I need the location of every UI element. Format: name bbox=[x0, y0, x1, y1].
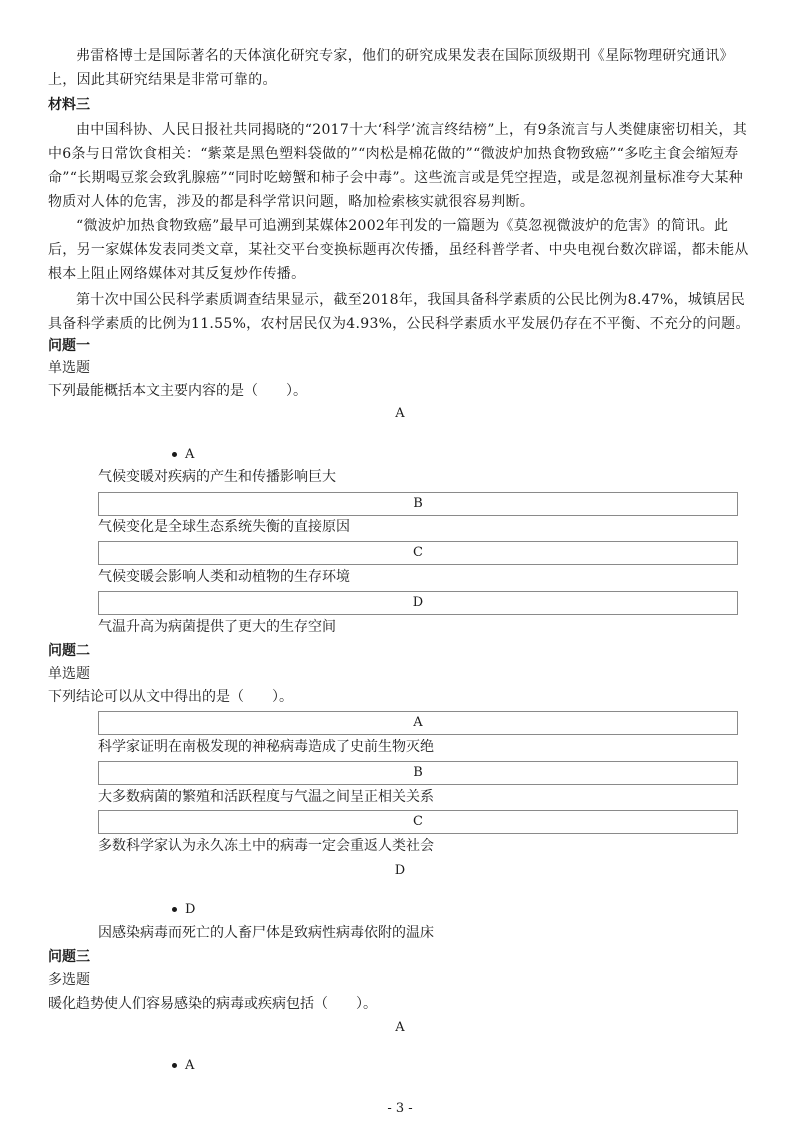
q1-option-c-box[interactable]: C bbox=[98, 541, 738, 565]
q2-heading: 问题二 bbox=[48, 643, 90, 659]
q1-option-a-bullet-label: A bbox=[185, 447, 195, 462]
q3-stem: 暖化趋势使人们容易感染的病毒或疾病包括（ ）。 bbox=[48, 996, 377, 1012]
q3-option-a-bullet-label: A bbox=[185, 1058, 195, 1073]
paragraph-2: 由中国科协、人民日报社共同揭晓的“2017十大‘科学’流言终结榜”上，有9条流言与人类健康密切相关，其中6条与日常饮食相关：“紫菜是黑色塑料袋做的”“肉松是棉花做的”“微波炉加热食物致癌”“多吃主食会缩短寿命”“长期喝豆浆会致乳腺癌”“同时吃螃蟹和柿子会中毒”。这些流言或是凭空捏造，或是忽视剂量标准夸大某种物质对人体的危害，涉及的都是科学常识问题，略加检索核实就很容易判断。 bbox=[48, 122, 748, 210]
page-number: - 3 - bbox=[387, 1101, 413, 1116]
q3-option-a-label: A bbox=[395, 1020, 405, 1035]
q2-option-d-radio[interactable] bbox=[172, 901, 195, 919]
q3-type: 多选题 bbox=[48, 972, 90, 988]
q1-option-a-radio[interactable] bbox=[172, 446, 194, 464]
q2-option-c-text: 多数科学家认为永久冻土中的病毒一定会重返人类社会 bbox=[98, 838, 434, 854]
bullet-icon bbox=[172, 1063, 177, 1068]
q2-stem: 下列结论可以从文中得出的是（ ）。 bbox=[48, 689, 293, 705]
paragraph-4: 第十次中国公民科学素质调查结果显示，截至2018年，我国具备科学素质的公民比例为8.47%，城镇居民具备科学素质的比例为11.55%，农村居民仅为4.93%，公民科学素质水平发展仍存在不平衡、不充分的问题。 bbox=[48, 292, 750, 332]
q2-option-b-text: 大多数病菌的繁殖和活跃程度与气温之间呈正相关关系 bbox=[98, 789, 434, 805]
q3-heading: 问题三 bbox=[48, 949, 90, 965]
q1-option-a-label: A bbox=[395, 406, 405, 421]
q1-option-d-box[interactable]: D bbox=[98, 591, 738, 615]
q2-option-b-box[interactable]: B bbox=[98, 761, 738, 785]
q1-stem: 下列最能概括本文主要内容的是（ ）。 bbox=[48, 383, 307, 399]
paragraph-3: “微波炉加热食物致癌”最早可追溯到某媒体2002年刊发的一篇题为《莫忽视微波炉的危害》的简讯。此后，另一家媒体发表同类文章，某社交平台变换标题再次传播，虽经科普学者、中央电视台数次辟谣，都未能从根本上阻止网络媒体对其反复炒作传播。 bbox=[48, 218, 749, 282]
q1-option-a-text: 气候变暖对疾病的产生和传播影响巨大 bbox=[98, 469, 336, 485]
paragraph-1: 弗雷格博士是国际著名的天体演化研究专家，他们的研究成果发表在国际顶级期刊《星际物理研究通讯》上，因此其研究结果是非常可靠的。 bbox=[48, 48, 734, 88]
q1-option-d-text: 气温升高为病菌提供了更大的生存空间 bbox=[98, 619, 336, 635]
q2-option-d-label: D bbox=[394, 863, 406, 878]
q1-option-b-box[interactable]: B bbox=[98, 492, 738, 516]
q2-option-d-bullet-label: D bbox=[185, 902, 196, 917]
q3-option-a-checkbox[interactable] bbox=[172, 1057, 194, 1075]
q2-option-a-text: 科学家证明在南极发现的神秘病毒造成了史前生物灭绝 bbox=[98, 739, 434, 755]
q2-option-c-box[interactable]: C bbox=[98, 810, 738, 834]
q2-option-a-box[interactable]: A bbox=[98, 711, 738, 735]
q2-option-d-text: 因感染病毒而死亡的人畜尸体是致病性病毒依附的温床 bbox=[98, 925, 434, 941]
q1-heading: 问题一 bbox=[48, 338, 90, 354]
q1-option-b-text: 气候变化是全球生态系统失衡的直接原因 bbox=[98, 519, 350, 535]
q2-type: 单选题 bbox=[48, 666, 90, 682]
bullet-icon bbox=[172, 907, 177, 912]
bullet-icon bbox=[172, 452, 177, 457]
q1-type: 单选题 bbox=[48, 360, 90, 376]
material-heading: 材料三 bbox=[48, 97, 90, 113]
q1-option-c-text: 气候变暖会影响人类和动植物的生存环境 bbox=[98, 569, 350, 585]
